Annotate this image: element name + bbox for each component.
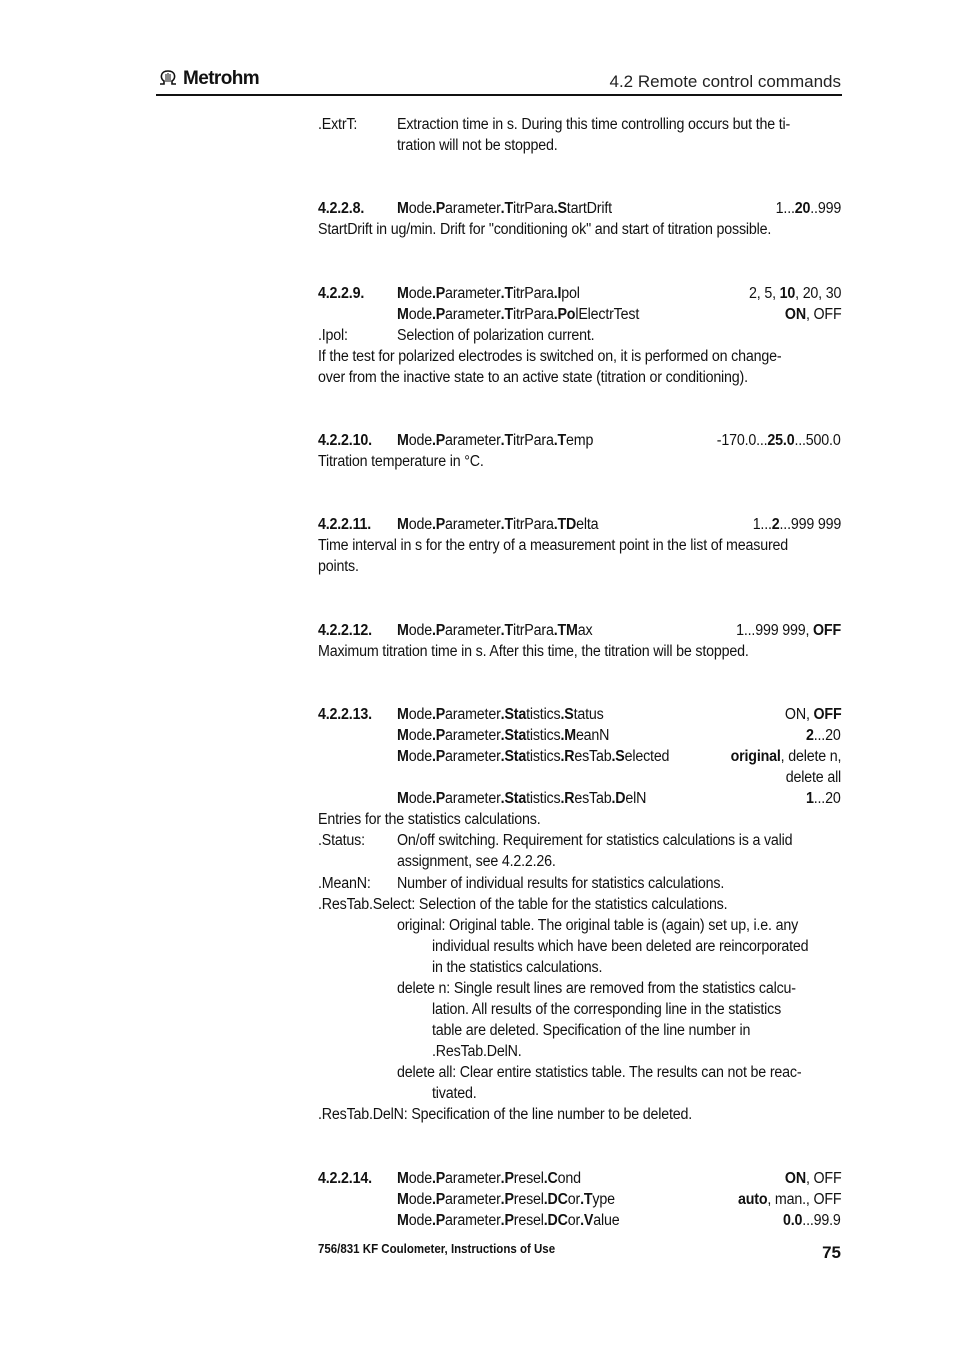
param-description: .ResTab.Select: Selection of the table for the statistics calculations. xyxy=(318,896,728,913)
command-name: Mode.Parameter.Statistics.Status xyxy=(397,706,604,723)
command-name: Mode.Parameter.Statistics.MeanN xyxy=(397,727,610,744)
option-description: table are deleted. Specification of the line number in xyxy=(432,1022,751,1039)
value-range: 1...999 999, OFF xyxy=(736,622,841,639)
description: StartDrift in ug/min. Drift for "conditioning ok" and start of titration possible. xyxy=(318,221,772,238)
section-title: 4.2 Remote control commands xyxy=(609,72,841,91)
value-range: 2, 5, 10, 20, 30 xyxy=(748,285,841,302)
command-name: Mode.Parameter.Presel.Cond xyxy=(397,1170,581,1187)
footer-manual-title: 756/831 KF Coulometer, Instructions of Use xyxy=(318,1242,556,1256)
metrohm-logo xyxy=(157,68,259,90)
option-description: tivated. xyxy=(432,1085,477,1102)
section-number: 4.2.2.14. xyxy=(318,1170,372,1187)
section-number: 4.2.2.12. xyxy=(318,622,372,639)
option-description: original: Original table. The original table is (again) set up, i.e. any xyxy=(397,917,799,934)
metrohm-omega-icon xyxy=(157,68,179,86)
header-rule xyxy=(156,94,842,96)
param-description: Number of individual results for statistics calculations. xyxy=(397,875,725,892)
value-range: 1...20 xyxy=(806,790,841,807)
description: over from the inactive state to an active state (titration or conditioning). xyxy=(318,369,748,386)
value-range: original, delete n, xyxy=(730,748,841,765)
command-name: Mode.Parameter.TitrPara.StartDrift xyxy=(397,200,612,217)
description: points. xyxy=(318,558,359,575)
param-description: On/off switching. Requirement for statistics calculations is a valid xyxy=(397,832,793,849)
extrt-line-1: Extraction time in s. During this time controlling occurs but the ti- xyxy=(397,116,791,133)
option-description: individual results which have been deleted are reincorporated xyxy=(432,938,809,955)
value-range: -170.0...25.0...500.0 xyxy=(717,432,841,449)
command-name: Mode.Parameter.TitrPara.Ipol xyxy=(397,285,580,302)
param-label: .Status: xyxy=(318,832,365,849)
command-name: Mode.Parameter.Presel.DCor.Value xyxy=(397,1212,620,1229)
command-name: Mode.Parameter.TitrPara.TDelta xyxy=(397,516,599,533)
page-number: 75 xyxy=(822,1243,841,1262)
section-number: 4.2.2.10. xyxy=(318,432,372,449)
description: Maximum titration time in s. After this time, the titration will be stopped. xyxy=(318,643,749,660)
logo-text: Metrohm xyxy=(183,68,260,89)
param-description: assignment, see 4.2.2.26. xyxy=(397,853,556,870)
param-description: Selection of polarization current. xyxy=(397,327,595,344)
description: Time interval in s for the entry of a measurement point in the list of measured xyxy=(318,537,789,554)
section-number: 4.2.2.13. xyxy=(318,706,372,723)
value-range: ON, OFF xyxy=(784,1170,841,1187)
extrt-label: .ExtrT: xyxy=(318,116,358,133)
value-range: 1...2...999 999 xyxy=(752,516,841,533)
option-description: .ResTab.DelN. xyxy=(432,1043,522,1060)
option-description: delete all: Clear entire statistics table. The results can not be reac- xyxy=(397,1064,802,1081)
value-range: delete all xyxy=(785,769,841,786)
extrt-line-2: tration will not be stopped. xyxy=(397,137,558,154)
value-range: ON, OFF xyxy=(784,706,841,723)
description: Entries for the statistics calculations. xyxy=(318,811,541,828)
command-name: Mode.Parameter.TitrPara.Temp xyxy=(397,432,594,449)
option-description: lation. All results of the corresponding line in the statistics xyxy=(432,1001,782,1018)
section-number: 4.2.2.9. xyxy=(318,285,365,302)
option-description: delete n: Single result lines are removed from the statistics calcu- xyxy=(397,980,796,997)
param-label: .Ipol: xyxy=(318,327,348,344)
option-description: in the statistics calculations. xyxy=(432,959,603,976)
section-number: 4.2.2.8. xyxy=(318,200,365,217)
value-range: 1...20..999 xyxy=(775,200,841,217)
value-range: auto, man., OFF xyxy=(737,1191,841,1208)
command-name: Mode.Parameter.Statistics.ResTab.Selected xyxy=(397,748,670,765)
param-label: .MeanN: xyxy=(318,875,371,892)
command-name: Mode.Parameter.TitrPara.TMax xyxy=(397,622,593,639)
param-description: .ResTab.DelN: Specification of the line number to be deleted. xyxy=(318,1106,693,1123)
section-number: 4.2.2.11. xyxy=(318,516,372,533)
value-range: 0.0...99.9 xyxy=(783,1212,841,1229)
command-name: Mode.Parameter.Presel.DCor.Type xyxy=(397,1191,615,1208)
command-name: Mode.Parameter.TitrPara.PolElectrTest xyxy=(397,306,640,323)
value-range: ON, OFF xyxy=(784,306,841,323)
value-range: 2...20 xyxy=(806,727,841,744)
command-name: Mode.Parameter.Statistics.ResTab.DelN xyxy=(397,790,647,807)
description: If the test for polarized electrodes is switched on, it is performed on change- xyxy=(318,348,782,365)
description: Titration temperature in °C. xyxy=(318,453,484,470)
